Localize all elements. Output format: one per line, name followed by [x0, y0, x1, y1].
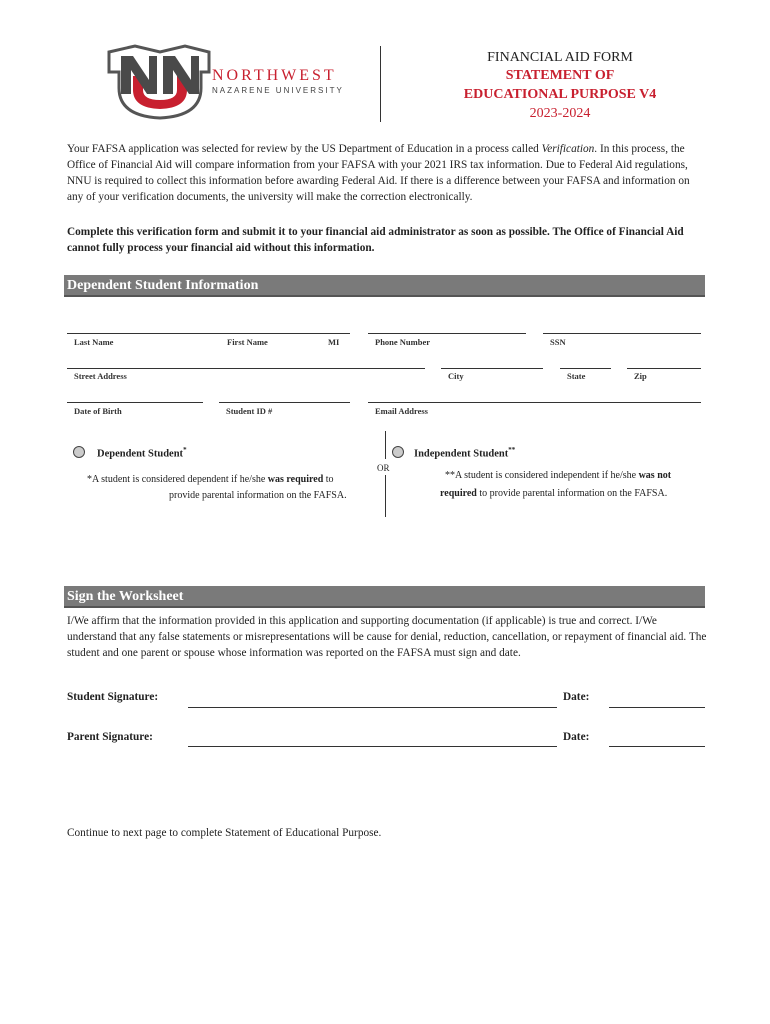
intro-instruction: Complete this verification form and submit it to your financial aid administrator as soon as possible. The Office of Financial Aid cannot fully process your financial aid without this information. [67, 226, 684, 254]
header-divider [380, 46, 381, 122]
student-date-label: Date: [563, 691, 590, 703]
independent-student-radio[interactable] [392, 446, 404, 458]
dependent-note: *A student is considered dependent if he/she was required to [87, 474, 334, 485]
continue-instruction: Continue to next page to complete Statement of Educational Purpose. [67, 827, 382, 839]
parent-date-label: Date: [563, 731, 590, 743]
date-of-birth-field[interactable] [67, 402, 203, 403]
logo-text-northwest: NORTHWEST [212, 67, 337, 84]
email-label: Email Address [375, 406, 428, 416]
affirmation-text: I/We affirm that the information provided in this application and supporting documentation (if applicable) is true and correct. I/We understand that any false statements or misrepresentations will be cause for denial, reduction, cancellation, or repayment of financial aid. The student and one parent or spouse whose information was reported on the FAFSA must sign and date. [67, 615, 707, 659]
parent-signature-label: Parent Signature: [67, 731, 153, 743]
zip-field[interactable] [627, 368, 701, 369]
state-field[interactable] [560, 368, 611, 369]
dependent-student-radio[interactable] [73, 446, 85, 458]
nnu-monogram-icon [105, 42, 215, 120]
logo-text-university: NAZARENE UNIVERSITY [212, 86, 344, 95]
or-label: OR [377, 463, 390, 473]
dependent-note-line2: provide parental information on the FAFSA. [169, 490, 347, 501]
state-label: State [567, 371, 586, 381]
phone-label: Phone Number [375, 337, 431, 347]
parent-date-field[interactable] [609, 746, 705, 747]
section-header-dependent: Dependent Student Information [64, 275, 705, 297]
street-address-field[interactable] [67, 368, 425, 369]
city-field[interactable] [441, 368, 543, 369]
independent-note-line2: required to provide parental information on the FAFSA. [440, 488, 668, 499]
student-signature-field[interactable] [188, 707, 557, 708]
or-divider-bottom [385, 475, 386, 517]
name-field[interactable] [67, 333, 350, 334]
last-name-label: Last Name [74, 337, 114, 347]
city-label: City [448, 371, 464, 381]
street-address-label: Street Address [74, 371, 127, 381]
zip-label: Zip [634, 371, 647, 381]
form-year: 2023-2024 [529, 106, 591, 121]
date-of-birth-label: Date of Birth [74, 406, 122, 416]
student-id-field[interactable] [219, 402, 350, 403]
dependent-student-label: Dependent Student* [97, 446, 187, 460]
independent-note: **A student is considered independent if he/she was not [445, 470, 672, 481]
independent-student-label: Independent Student** [414, 446, 516, 460]
email-field[interactable] [368, 402, 701, 403]
section-header-sign: Sign the Worksheet [64, 586, 705, 608]
first-name-label: First Name [227, 337, 268, 347]
student-id-label: Student ID # [226, 406, 273, 416]
form-subtitle-1: STATEMENT OF [505, 68, 615, 83]
phone-field[interactable] [368, 333, 526, 334]
parent-signature-field[interactable] [188, 746, 557, 747]
ssn-label: SSN [550, 337, 566, 347]
form-subtitle-2: EDUCATIONAL PURPOSE V4 [463, 87, 657, 102]
student-signature-label: Student Signature: [67, 691, 159, 703]
ssn-field[interactable] [543, 333, 701, 334]
intro-paragraph: Your FAFSA application was selected for review by the US Department of Education in a process called Verification. In this process, the Office of Financial Aid will compare information from your FAFSA with your 2021 IRS tax information. Due to Federal Aid regulations, NNU is required to collect this information before awarding Federal Aid. If there is a difference between your FAFSA and information on any of your verification documents, the university will make the correction electronically. [67, 143, 690, 203]
form-title: FINANCIAL AID FORM [487, 50, 633, 65]
or-divider-top [385, 431, 386, 459]
student-date-field[interactable] [609, 707, 705, 708]
mi-label: MI [328, 337, 340, 347]
